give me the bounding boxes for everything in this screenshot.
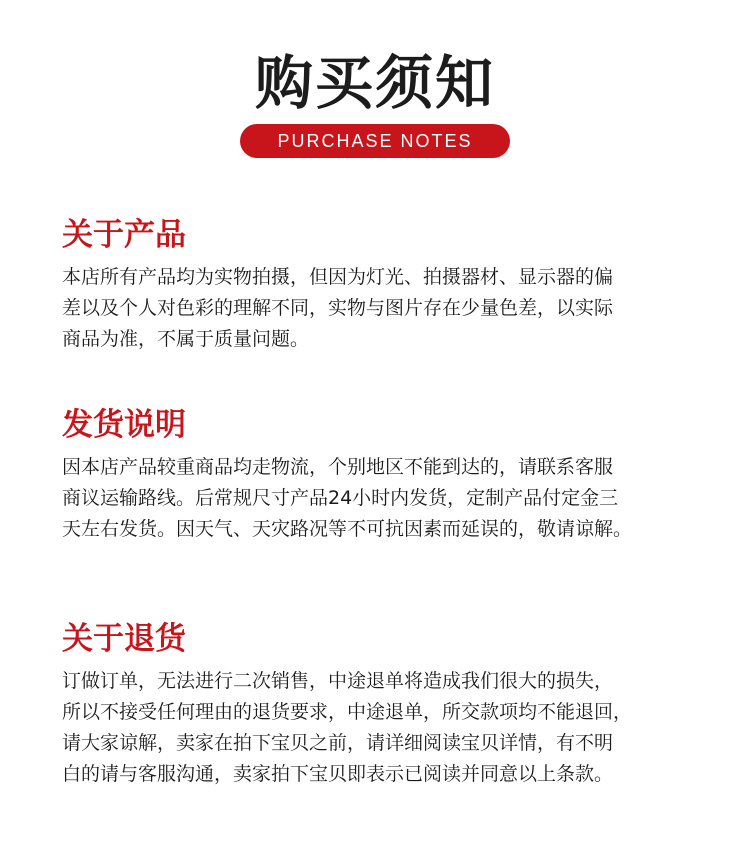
- subtitle-badge: PURCHASE NOTES: [240, 124, 510, 158]
- section-about-product: [62, 214, 712, 355]
- section-heading: 关于退货: [62, 621, 186, 657]
- section-body: 本店所有产品均为实物拍摄，但因为灯光、拍摄器材、显示器的偏 差以及个人对色彩的理解不同，实物与图片存在少量色差，以实际 商品为准，不属于质量问题。: [62, 266, 614, 350]
- section-heading: 关于产品: [62, 217, 186, 253]
- section-body: 订做订单，无法进行二次销售，中途退单将造成我们很大的损失， 所以不接受任何理由的退货要求，中途退单，所交款项均不能退回， 请大家谅解，卖家在拍下宝贝之前，请详细阅读宝贝详情，有不明 白的请与客服沟通，卖家拍下宝贝即表示已阅读并同意以上条款。: [62, 670, 633, 785]
- page-title: 购买须知: [254, 49, 495, 117]
- section-returns: [62, 618, 712, 790]
- section-heading: 发货说明: [62, 407, 186, 443]
- section-body: 因本店产品较重商品均走物流，个别地区不能到达的，请联系客服 商议运输路线。后常规尺寸产品24小时内发货，定制产品付定金三 天左右发货。因天气、天灾路况等不可抗因素而延误的，敬请谅解。: [62, 456, 633, 540]
- section-shipping: [62, 404, 712, 545]
